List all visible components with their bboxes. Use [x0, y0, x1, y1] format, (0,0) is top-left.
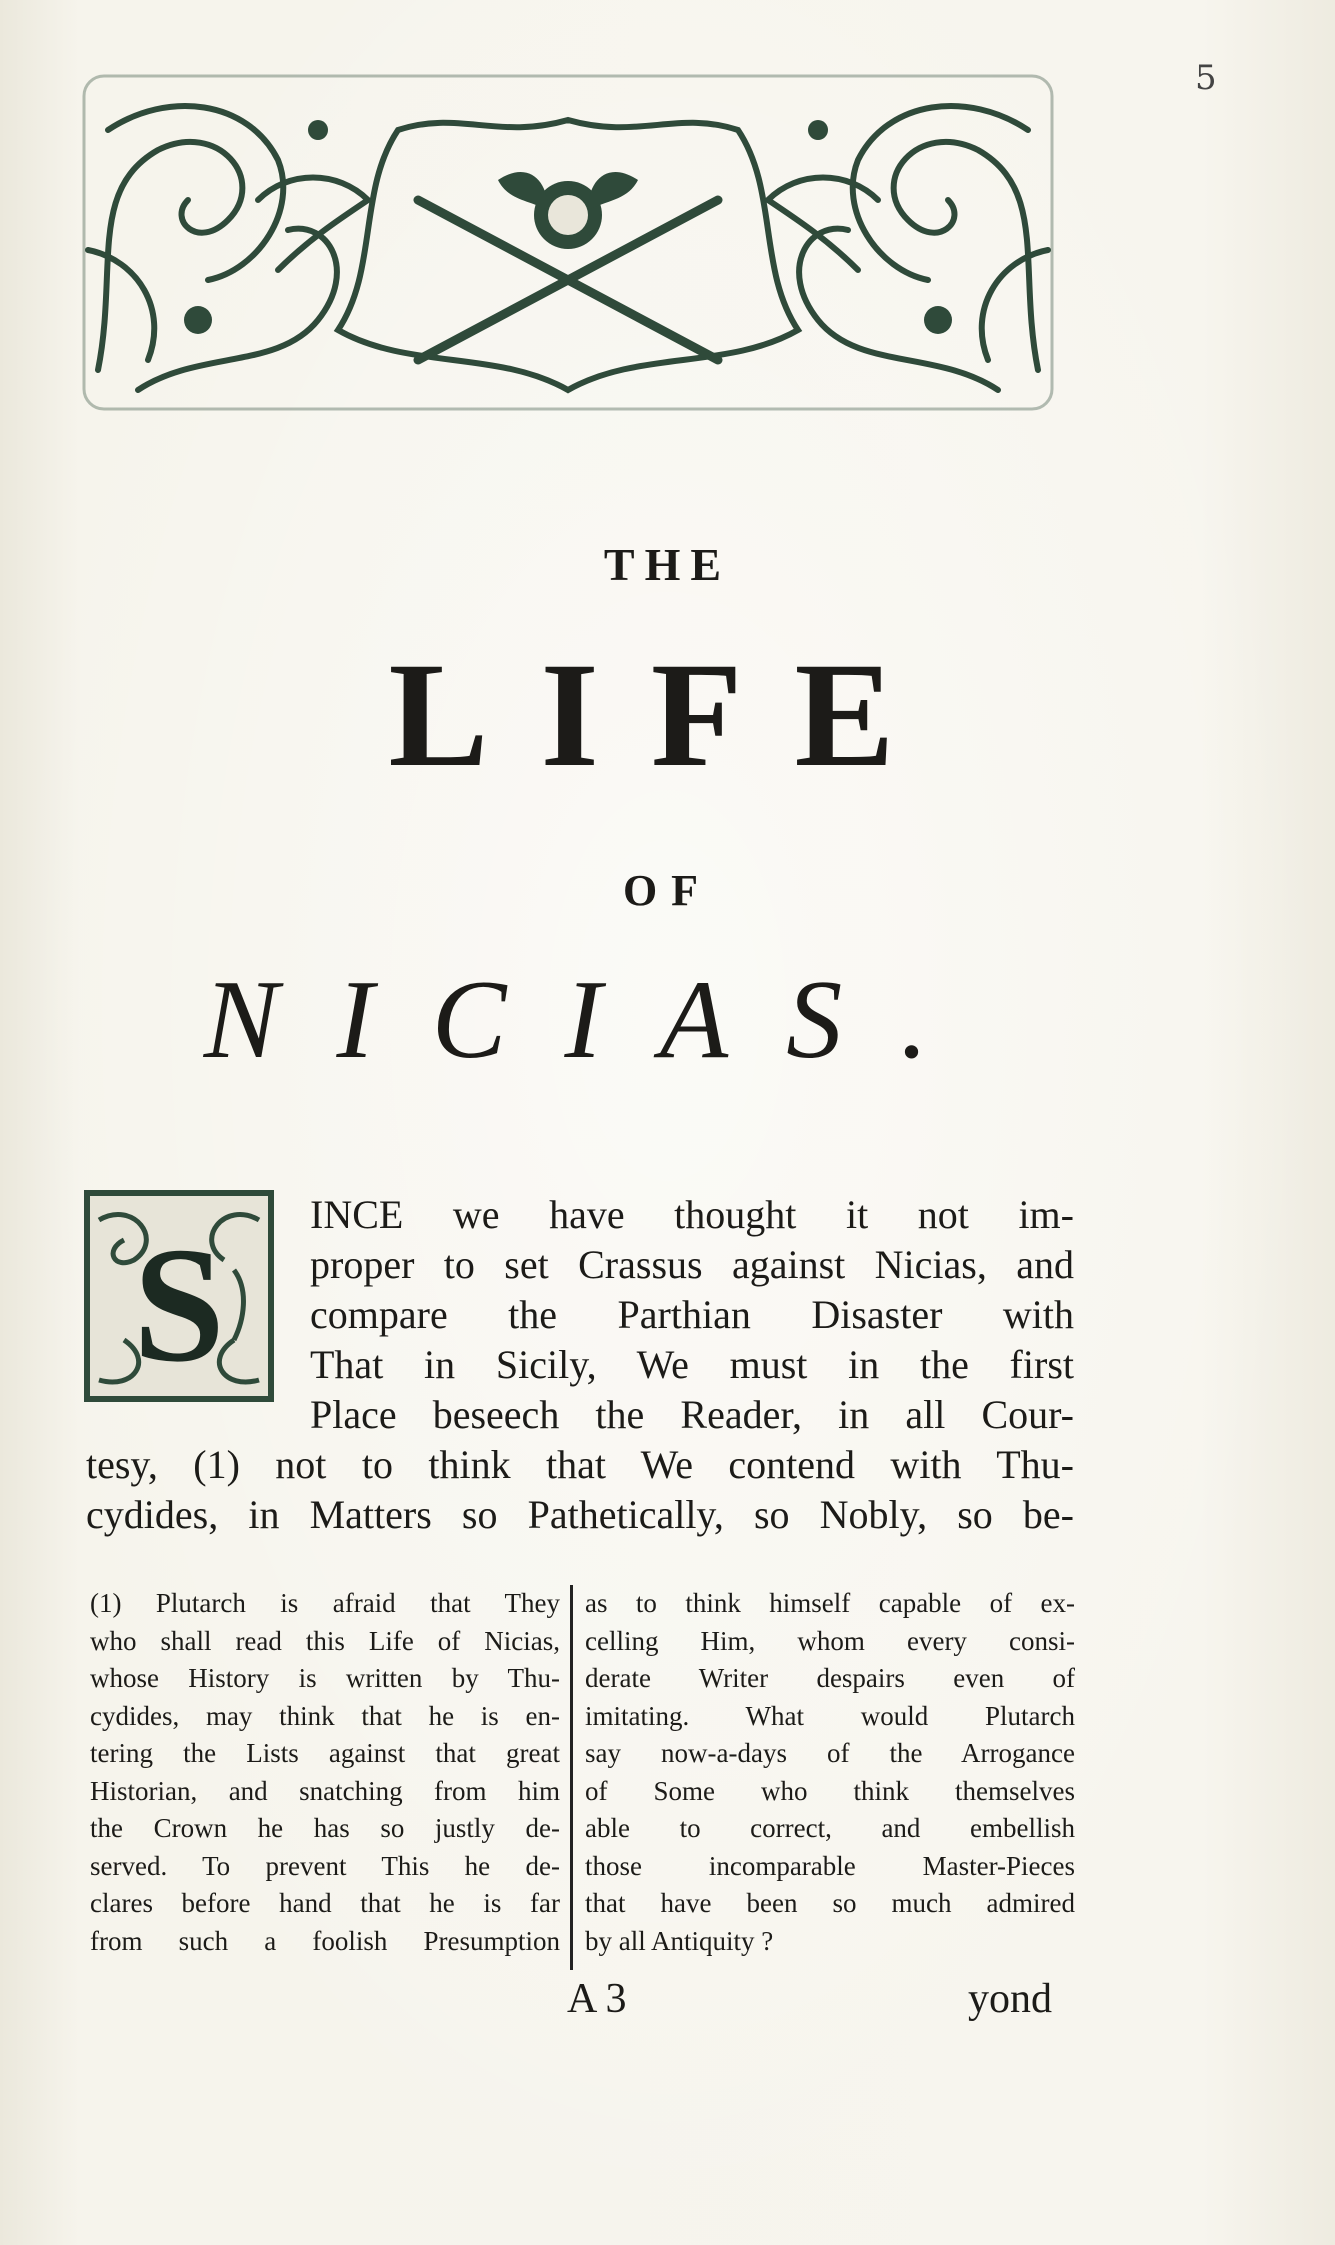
- footnote-line: say now-a-days of the Arrogance: [585, 1738, 1075, 1768]
- body-line: That in Sicily, We must in the first: [310, 1342, 1074, 1387]
- body-line: cydides, in Matters so Pathetically, so Nobly, so be-: [86, 1492, 1074, 1537]
- footnote-line: able to correct, and embellish: [585, 1813, 1075, 1843]
- footnote-line: celling Him, whom every consi-: [585, 1625, 1075, 1656]
- dropcap-letter: S: [133, 1213, 225, 1396]
- footnote-column-right: [585, 1585, 1075, 1960]
- body-line: Place beseech the Reader, in all Cour-: [310, 1392, 1074, 1437]
- footnote-line: from such a foolish Presumption: [90, 1925, 560, 1956]
- footnotes: [90, 1585, 1075, 1970]
- footnote-line: imitating. What would Plutarch: [585, 1700, 1075, 1731]
- footnote-line: derate Writer despairs even of: [585, 1663, 1075, 1693]
- title-name: NICIAS.: [203, 958, 987, 1082]
- body-line: INCE we have thought it not im-: [310, 1192, 1074, 1237]
- footnote-line: whose History is written by Thu-: [90, 1663, 560, 1693]
- signature-mark: A 3: [567, 1976, 627, 2022]
- decorative-headpiece-icon: [78, 70, 1058, 415]
- catchword: yond: [968, 1976, 1052, 2022]
- title-life: LIFE: [388, 632, 947, 798]
- title-of: OF: [622, 866, 713, 915]
- footnote-column-left: [90, 1585, 560, 1960]
- footnote-line: cydides, may think that he is en-: [90, 1700, 560, 1731]
- footnote-line: of Some who think themselves: [585, 1775, 1075, 1806]
- column-rule: [570, 1585, 573, 1970]
- footnote-line: tering the Lists against that great: [90, 1738, 560, 1768]
- footnote-line: those incomparable Master-Pieces: [585, 1850, 1075, 1881]
- footnote-line: that have been so much admired: [585, 1888, 1075, 1918]
- footnote-line: (1) Plutarch is afraid that They: [90, 1588, 560, 1618]
- footnote-line: by all Antiquity ?: [585, 1925, 774, 1956]
- body-line: proper to set Crassus against Nicias, and: [310, 1242, 1074, 1287]
- footnote-line: as to think himself capable of ex-: [585, 1588, 1075, 1618]
- footnote-line: who shall read this Life of Nicias,: [90, 1625, 560, 1656]
- title-the: THE: [603, 539, 732, 590]
- footnote-line: the Crown he has so justly de-: [90, 1813, 560, 1843]
- footnote-line: Historian, and snatching from him: [90, 1775, 560, 1806]
- body-line: compare the Parthian Disaster with: [310, 1292, 1074, 1337]
- body-text: [86, 1190, 1074, 1540]
- page-number: 5: [1195, 58, 1217, 98]
- footnote-line: clares before hand that he is far: [90, 1888, 560, 1918]
- body-line: tesy, (1) not to think that We contend with Thu-: [86, 1442, 1074, 1487]
- footnote-line: served. To prevent This he de-: [90, 1850, 560, 1881]
